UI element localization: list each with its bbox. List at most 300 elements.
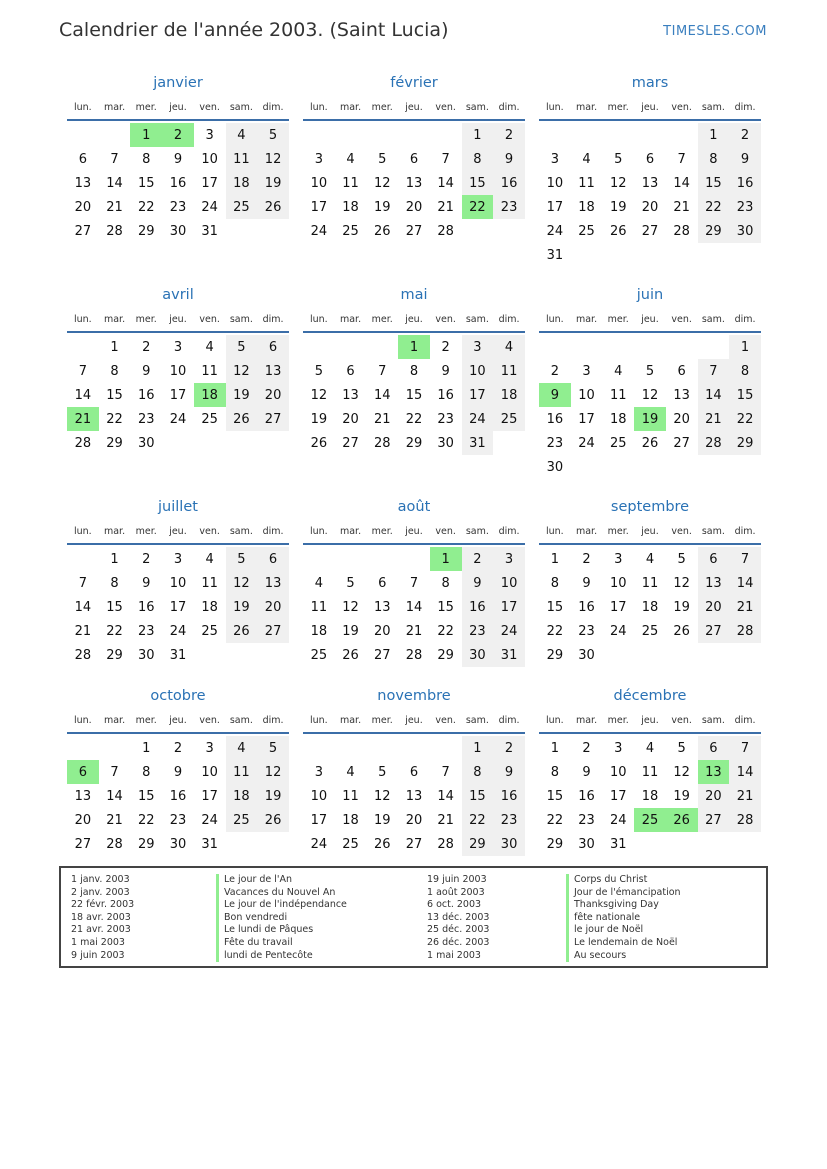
day-cell: 24 — [201, 199, 218, 215]
day-cell: 16 — [462, 595, 494, 619]
weekday-label: mer. — [607, 525, 629, 537]
day-cell: 7 — [441, 764, 450, 780]
weekday-label: ven. — [671, 714, 692, 726]
day-cell: 14 — [405, 599, 423, 615]
legend-date: 2 janv. 2003 — [71, 886, 130, 898]
weekday-label: dim. — [734, 101, 756, 113]
day-cell: 13 — [641, 175, 659, 191]
legend-name: Le jour de l'An — [216, 874, 347, 887]
legend-date: 9 juin 2003 — [71, 949, 125, 961]
day-cell: 30 — [546, 459, 564, 475]
day-cell: 11 — [342, 175, 359, 191]
month-name: avril — [162, 287, 194, 303]
day-cell: 25 — [201, 623, 218, 639]
weekday-label: mer. — [607, 313, 629, 325]
day-cell: 17 — [201, 175, 218, 191]
weekday-label: lun. — [310, 101, 328, 113]
day-cell: 8 — [441, 575, 450, 591]
day-cell: 30 — [578, 647, 595, 663]
day-cell: 19 — [373, 812, 391, 828]
day-cell: 5 — [378, 764, 387, 780]
day-cell: 3 — [614, 740, 623, 756]
day-cell: 29 — [462, 832, 494, 856]
day-cell: 27 — [405, 223, 423, 239]
header-divider — [67, 732, 289, 734]
day-cell: 19 — [673, 599, 690, 615]
empty-cell — [99, 736, 131, 760]
day-cell: 9 — [582, 764, 591, 780]
day-cell: 1 — [698, 123, 730, 147]
day-cell: 24 — [546, 223, 564, 239]
day-cell: 17 — [609, 599, 627, 615]
weekday-label: mer. — [371, 313, 393, 325]
month-10 — [303, 683, 525, 856]
empty-cell — [571, 335, 603, 359]
day-cell: 8 — [142, 764, 151, 780]
day-cell: 24 — [578, 435, 595, 451]
weekday-label: mar. — [339, 313, 362, 325]
empty-cell — [634, 123, 666, 147]
day-cell: 12 — [342, 599, 359, 615]
day-grid — [303, 736, 525, 856]
day-cell: 7 — [378, 363, 387, 379]
page-title: Calendrier de l'année 2003. (Saint Lucia) — [59, 19, 449, 41]
header-divider — [67, 543, 289, 545]
month-name: janvier — [153, 75, 203, 91]
day-cell: 14 — [437, 175, 454, 191]
day-cell: 12 — [257, 760, 289, 784]
day-cell: 17 — [310, 812, 328, 828]
day-cell: 29 — [405, 435, 423, 451]
day-cell: 29 — [437, 647, 454, 663]
day-cell: 30 — [169, 223, 187, 239]
month-2 — [539, 70, 761, 267]
day-cell: 7 — [698, 359, 730, 383]
legend-date: 22 févr. 2003 — [71, 899, 135, 911]
weekday-label: dim. — [498, 313, 520, 325]
month-4 — [303, 282, 525, 455]
holiday-day-cell: 9 — [539, 383, 571, 407]
day-cell: 22 — [729, 407, 761, 431]
day-cell: 15 — [137, 788, 155, 804]
holiday-day-cell: 21 — [67, 407, 99, 431]
day-cell: 17 — [310, 199, 328, 215]
month-1 — [303, 70, 525, 243]
day-grid — [67, 335, 289, 455]
day-cell: 8 — [110, 575, 119, 591]
day-cell: 10 — [169, 575, 187, 591]
empty-cell — [67, 335, 99, 359]
day-cell: 7 — [78, 363, 87, 379]
legend-name: Thanksgiving Day — [566, 899, 681, 912]
empty-cell — [539, 335, 571, 359]
legend-date: 1 mai 2003 — [71, 936, 125, 948]
empty-cell — [398, 547, 430, 571]
day-cell: 7 — [677, 151, 686, 167]
day-cell: 6 — [409, 764, 419, 780]
day-cell: 20 — [673, 411, 690, 427]
weekday-label: ven. — [435, 525, 456, 537]
day-cell: 30 — [462, 643, 494, 667]
day-cell: 11 — [201, 575, 218, 591]
day-cell: 7 — [729, 547, 761, 571]
weekday-header — [303, 520, 525, 542]
day-cell: 9 — [173, 151, 183, 167]
day-cell: 20 — [405, 199, 423, 215]
day-cell: 12 — [226, 571, 258, 595]
weekday-label: lun. — [310, 313, 328, 325]
day-cell: 27 — [373, 647, 391, 663]
empty-cell — [366, 123, 398, 147]
day-cell: 16 — [493, 171, 525, 195]
day-cell: 18 — [342, 812, 359, 828]
weekday-label: sam. — [465, 714, 489, 726]
day-cell: 14 — [106, 175, 123, 191]
legend-date: 19 juin 2003 — [427, 874, 487, 885]
weekday-label: lun. — [74, 714, 92, 726]
day-cell: 9 — [729, 147, 761, 171]
month-5 — [539, 282, 761, 479]
month-6 — [67, 494, 289, 667]
month-9 — [67, 683, 289, 856]
weekday-label: mer. — [135, 313, 157, 325]
empty-cell — [602, 123, 634, 147]
day-cell: 22 — [698, 195, 730, 219]
weekday-label: lun. — [310, 525, 328, 537]
day-cell: 26 — [373, 836, 391, 852]
day-cell: 31 — [462, 431, 494, 455]
day-cell: 7 — [78, 575, 87, 591]
weekday-label: ven. — [435, 313, 456, 325]
day-cell: 26 — [609, 223, 627, 239]
day-cell: 18 — [201, 599, 218, 615]
day-cell: 17 — [578, 411, 595, 427]
day-cell: 4 — [226, 123, 258, 147]
empty-cell — [602, 335, 634, 359]
month-name: octobre — [150, 688, 206, 704]
day-cell: 12 — [641, 387, 659, 403]
day-cell: 10 — [310, 175, 328, 191]
day-cell: 9 — [441, 363, 450, 379]
weekday-label: ven. — [671, 101, 692, 113]
weekday-label: mar. — [575, 313, 598, 325]
legend-dates-right — [427, 874, 489, 962]
weekday-label: lun. — [74, 313, 92, 325]
day-cell: 10 — [546, 175, 564, 191]
day-cell: 22 — [137, 199, 155, 215]
day-cell: 20 — [698, 784, 730, 808]
month-name: juillet — [158, 499, 198, 515]
weekday-label: mar. — [339, 525, 362, 537]
day-cell: 4 — [205, 551, 214, 567]
day-cell: 23 — [462, 619, 494, 643]
day-cell: 9 — [173, 764, 183, 780]
day-cell: 15 — [405, 387, 423, 403]
weekday-label: dim. — [498, 714, 520, 726]
legend-name: Jour de l'émancipation — [566, 887, 681, 900]
day-cell: 18 — [342, 199, 359, 215]
day-cell: 8 — [698, 147, 730, 171]
weekday-label: mar. — [103, 101, 126, 113]
day-cell: 29 — [106, 435, 123, 451]
empty-cell — [430, 123, 462, 147]
weekday-label: jeu. — [641, 525, 659, 537]
weekday-label: jeu. — [641, 101, 659, 113]
day-cell: 5 — [378, 151, 387, 167]
day-cell: 3 — [462, 335, 494, 359]
day-cell: 17 — [201, 788, 218, 804]
day-cell: 25 — [226, 195, 258, 219]
day-cell: 12 — [257, 147, 289, 171]
weekday-label: ven. — [435, 714, 456, 726]
day-cell: 14 — [729, 760, 761, 784]
day-cell: 7 — [110, 764, 119, 780]
day-cell: 11 — [226, 760, 258, 784]
weekday-label: mer. — [135, 714, 157, 726]
weekday-label: ven. — [671, 313, 692, 325]
day-cell: 10 — [462, 359, 494, 383]
day-cell: 28 — [74, 435, 92, 451]
day-cell: 19 — [373, 199, 391, 215]
weekday-label: mer. — [371, 714, 393, 726]
day-cell: 6 — [378, 575, 387, 591]
day-cell: 26 — [226, 407, 258, 431]
empty-cell — [666, 123, 698, 147]
header-divider — [539, 543, 761, 545]
day-cell: 5 — [645, 363, 655, 379]
weekday-label: sam. — [229, 525, 253, 537]
legend-name: Fête du travail — [216, 937, 347, 950]
day-cell: 15 — [106, 387, 123, 403]
day-cell: 20 — [74, 199, 92, 215]
weekday-label: mer. — [371, 101, 393, 113]
day-grid — [539, 736, 761, 856]
holiday-day-cell: 6 — [67, 760, 99, 784]
day-cell: 12 — [310, 387, 328, 403]
day-cell: 30 — [729, 219, 761, 243]
day-cell: 4 — [645, 740, 655, 756]
legend-date: 13 déc. 2003 — [427, 911, 490, 923]
weekday-label: jeu. — [169, 525, 187, 537]
day-cell: 11 — [641, 764, 659, 780]
day-cell: 19 — [257, 784, 289, 808]
day-cell: 24 — [169, 623, 187, 639]
weekday-label: mer. — [607, 714, 629, 726]
day-cell: 13 — [342, 387, 359, 403]
empty-cell — [666, 335, 698, 359]
day-cell: 18 — [310, 623, 328, 639]
empty-cell — [303, 547, 335, 571]
day-cell: 28 — [405, 647, 423, 663]
day-cell: 19 — [257, 171, 289, 195]
day-cell: 3 — [173, 551, 183, 567]
weekday-label: dim. — [498, 101, 520, 113]
day-cell: 7 — [729, 736, 761, 760]
day-cell: 25 — [342, 223, 359, 239]
legend-name: fête nationale — [566, 912, 681, 925]
day-cell: 24 — [310, 836, 328, 852]
day-cell: 4 — [226, 736, 258, 760]
weekday-label: jeu. — [169, 313, 187, 325]
day-cell: 25 — [342, 836, 359, 852]
day-cell: 2 — [729, 123, 761, 147]
day-cell: 22 — [106, 411, 123, 427]
day-cell: 28 — [729, 808, 761, 832]
day-cell: 10 — [169, 363, 187, 379]
day-cell: 10 — [493, 571, 525, 595]
weekday-label: jeu. — [405, 101, 423, 113]
holiday-day-cell: 19 — [634, 407, 666, 431]
day-cell: 13 — [673, 387, 690, 403]
day-cell: 8 — [550, 575, 559, 591]
holiday-day-cell: 1 — [130, 123, 162, 147]
day-cell: 29 — [106, 647, 123, 663]
weekday-label: ven. — [199, 101, 220, 113]
weekday-label: mar. — [575, 525, 598, 537]
day-cell: 14 — [74, 387, 92, 403]
day-cell: 21 — [729, 784, 761, 808]
weekday-label: mar. — [339, 101, 362, 113]
weekday-label: dim. — [262, 313, 284, 325]
day-cell: 24 — [462, 407, 494, 431]
day-cell: 20 — [698, 595, 730, 619]
day-cell: 7 — [409, 575, 419, 591]
day-cell: 17 — [169, 599, 187, 615]
day-cell: 29 — [137, 836, 155, 852]
day-cell: 16 — [578, 599, 595, 615]
legend-date: 6 oct. 2003 — [427, 899, 482, 911]
holiday-day-cell: 18 — [194, 383, 226, 407]
month-name: septembre — [610, 499, 690, 515]
day-cell: 4 — [645, 551, 655, 567]
month-7 — [303, 494, 525, 667]
day-cell: 21 — [373, 411, 391, 427]
day-cell: 21 — [729, 595, 761, 619]
weekday-header — [539, 96, 761, 118]
day-cell: 14 — [74, 599, 92, 615]
day-cell: 12 — [373, 175, 391, 191]
weekday-label: jeu. — [405, 313, 423, 325]
weekday-label: lun. — [546, 101, 564, 113]
day-cell: 12 — [373, 788, 391, 804]
day-cell: 22 — [462, 808, 494, 832]
day-cell: 8 — [142, 151, 151, 167]
weekday-header — [303, 308, 525, 330]
weekday-label: mar. — [103, 313, 126, 325]
day-cell: 20 — [257, 383, 289, 407]
day-cell: 5 — [226, 335, 258, 359]
day-cell: 29 — [546, 647, 564, 663]
day-cell: 6 — [257, 547, 289, 571]
weekday-label: sam. — [701, 525, 725, 537]
day-cell: 1 — [142, 740, 151, 756]
empty-cell — [430, 736, 462, 760]
day-cell: 3 — [205, 127, 214, 143]
weekday-label: sam. — [701, 313, 725, 325]
day-cell: 4 — [346, 151, 355, 167]
day-cell: 4 — [493, 335, 525, 359]
day-cell: 23 — [578, 812, 595, 828]
day-cell: 15 — [729, 383, 761, 407]
day-cell: 1 — [462, 123, 494, 147]
day-cell: 20 — [373, 623, 391, 639]
day-cell: 16 — [578, 788, 595, 804]
day-cell: 10 — [578, 387, 595, 403]
day-cell: 30 — [493, 832, 525, 856]
empty-cell — [335, 123, 367, 147]
day-cell: 27 — [698, 808, 730, 832]
day-cell: 16 — [546, 411, 564, 427]
day-cell: 4 — [614, 363, 623, 379]
day-cell: 21 — [437, 199, 454, 215]
weekday-label: dim. — [734, 525, 756, 537]
empty-cell — [398, 736, 430, 760]
weekday-label: jeu. — [641, 313, 659, 325]
day-cell: 3 — [550, 151, 559, 167]
weekday-label: jeu. — [405, 714, 423, 726]
day-cell: 6 — [78, 151, 87, 167]
legend-date: 18 avr. 2003 — [71, 911, 131, 923]
weekday-label: mar. — [103, 714, 126, 726]
weekday-label: mar. — [575, 714, 598, 726]
holiday-day-cell: 1 — [398, 335, 430, 359]
day-cell: 27 — [641, 223, 659, 239]
day-cell: 9 — [493, 147, 525, 171]
holiday-day-cell: 25 — [634, 808, 666, 832]
day-cell: 1 — [729, 335, 761, 359]
empty-cell — [303, 123, 335, 147]
weekday-label: jeu. — [169, 101, 187, 113]
empty-cell — [335, 736, 367, 760]
header-divider — [67, 331, 289, 333]
day-cell: 30 — [578, 836, 595, 852]
day-cell: 16 — [137, 599, 155, 615]
day-cell: 7 — [110, 151, 119, 167]
day-cell: 5 — [226, 547, 258, 571]
day-cell: 6 — [409, 151, 419, 167]
day-cell: 11 — [641, 575, 659, 591]
day-cell: 13 — [257, 359, 289, 383]
header-divider — [303, 732, 525, 734]
day-cell: 29 — [137, 223, 155, 239]
weekday-label: jeu. — [405, 525, 423, 537]
day-cell: 9 — [462, 571, 494, 595]
brand-link[interactable]: TIMESLES.COM — [663, 24, 767, 39]
day-cell: 14 — [729, 571, 761, 595]
day-cell: 27 — [405, 836, 423, 852]
weekday-label: sam. — [229, 313, 253, 325]
month-name: novembre — [377, 688, 451, 704]
month-name: juin — [636, 287, 664, 303]
day-grid — [539, 123, 761, 267]
day-cell: 28 — [437, 836, 454, 852]
weekday-label: sam. — [465, 313, 489, 325]
day-cell: 2 — [462, 547, 494, 571]
day-cell: 26 — [257, 195, 289, 219]
weekday-label: sam. — [465, 101, 489, 113]
day-cell: 30 — [137, 435, 155, 451]
weekday-label: dim. — [734, 714, 756, 726]
day-cell: 25 — [226, 808, 258, 832]
empty-cell — [398, 123, 430, 147]
day-cell: 28 — [698, 431, 730, 455]
day-grid — [539, 335, 761, 479]
day-grid — [67, 123, 289, 243]
day-cell: 15 — [437, 599, 454, 615]
day-cell: 27 — [673, 435, 690, 451]
day-cell: 8 — [729, 359, 761, 383]
day-cell: 22 — [106, 623, 123, 639]
